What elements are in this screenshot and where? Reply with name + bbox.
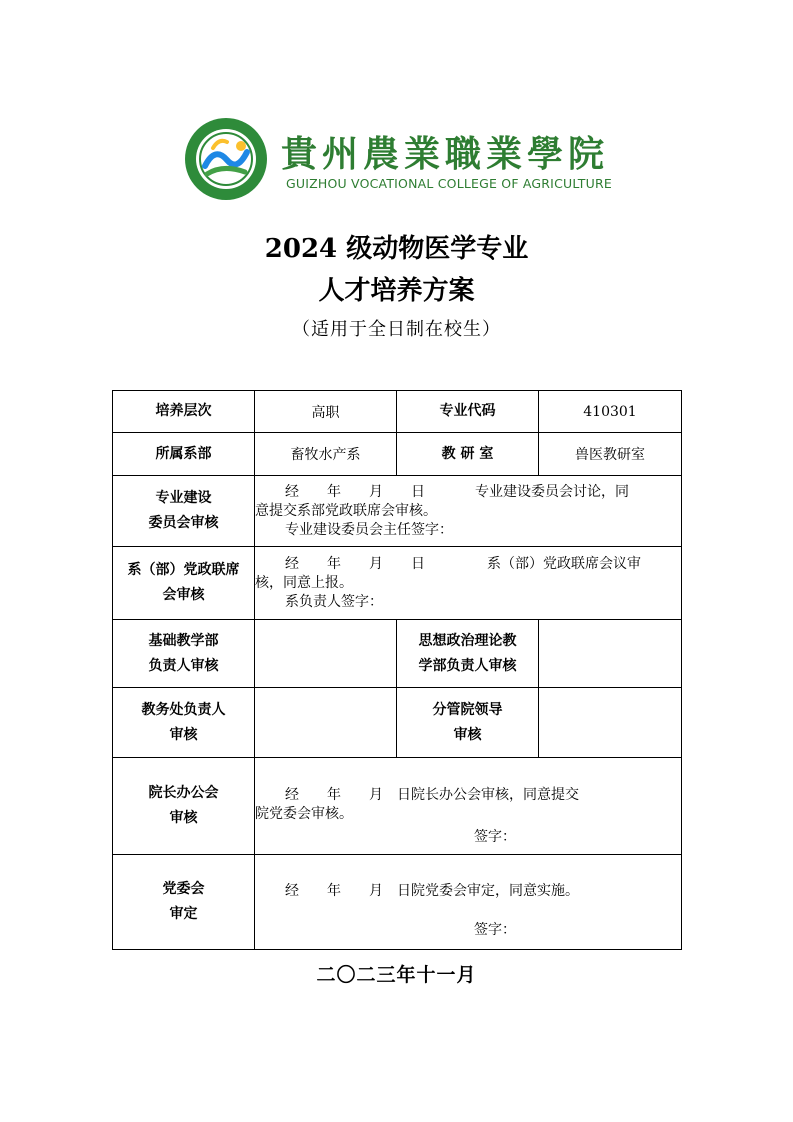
ideology-label-line1: 思想政治理论教	[418, 632, 517, 649]
leader-label-line2: 审核	[453, 726, 482, 743]
joint-sign: 系负责人签字：	[285, 593, 383, 610]
office-label: 教 研 室	[397, 433, 539, 476]
vice-president-signature-cell	[539, 688, 682, 758]
level-value: 高职	[255, 391, 397, 433]
office-value: 兽医教研室	[539, 433, 682, 476]
joint-text-1: 系（部）党政联席会议审	[487, 555, 641, 572]
president-sign: 签字：	[474, 828, 516, 845]
level-label: 培养层次	[113, 391, 255, 433]
committee-label-line2: 委员会审核	[148, 515, 219, 531]
code-label: 专业代码	[397, 391, 539, 433]
president-label-line2: 审核	[169, 810, 198, 826]
joint-label	[113, 547, 255, 620]
code-value: 410301	[539, 391, 682, 433]
party-text: 经 年 月 日院党委会审定，同意实施。	[285, 883, 579, 899]
approval-table	[112, 390, 682, 950]
table-row	[113, 855, 682, 950]
table-row	[113, 688, 682, 758]
party-committee-opinion	[255, 855, 682, 950]
president-label-line1: 院长办公会	[148, 785, 219, 801]
document-title-line1: 2024 级动物医学专业	[264, 234, 529, 264]
document-date: 二〇二三年十一月	[316, 964, 477, 986]
table-row	[113, 620, 682, 688]
committee-date: 经 年 月 日	[285, 483, 425, 500]
college-emblem-icon	[183, 116, 269, 202]
dept-value: 畜牧水产系	[255, 433, 397, 476]
basic-label-line2: 负责人审核	[148, 657, 219, 674]
committee-sign: 专业建设委员会主任签字：	[285, 521, 453, 538]
president-text-2: 院党委会审核。	[255, 805, 353, 822]
table-row	[113, 391, 682, 433]
vice-president-label	[397, 688, 539, 758]
president-office-label	[113, 758, 255, 855]
committee-label	[113, 476, 255, 547]
ideology-dept-label	[397, 620, 539, 688]
document-subtitle: （适用于全日制在校生）	[292, 319, 501, 340]
joint-text-2: 核，同意上报。	[255, 574, 353, 591]
party-committee-label	[113, 855, 255, 950]
affairs-label-line1: 教务处负责人	[141, 701, 226, 718]
table-row	[113, 758, 682, 855]
committee-label-line1: 专业建设	[155, 490, 212, 506]
ideology-label-line2: 学部负责人审核	[418, 657, 517, 674]
table-row	[113, 476, 682, 547]
joint-label-line1: 系（部）党政联席	[127, 562, 240, 578]
basic-label-line1: 基础教学部	[148, 632, 219, 649]
basic-dept-signature-cell	[255, 620, 397, 688]
party-sign: 签字：	[474, 922, 516, 938]
document-title-line2: 人才培养方案	[318, 276, 475, 306]
committee-opinion	[255, 476, 682, 547]
committee-text-2: 意提交系部党政联席会审核。	[255, 502, 437, 519]
joint-label-line2: 会审核	[162, 587, 205, 603]
party-label-line2: 审定	[169, 906, 198, 922]
president-office-opinion	[255, 758, 682, 855]
committee-text-1: 专业建设委员会讨论，同	[475, 483, 629, 500]
leader-label-line1: 分管院领导	[432, 701, 503, 718]
ideology-dept-signature-cell	[539, 620, 682, 688]
joint-date: 经 年 月 日	[285, 555, 425, 572]
table-row	[113, 433, 682, 476]
table-row	[113, 547, 682, 620]
dept-label: 所属系部	[113, 433, 255, 476]
president-text-1: 经 年 月 日院长办公会审核，同意提交	[285, 786, 579, 803]
academic-affairs-signature-cell	[255, 688, 397, 758]
college-logo	[183, 116, 612, 196]
school-name-cn: 貴州農業職業學院	[281, 133, 610, 175]
joint-opinion	[255, 547, 682, 620]
academic-affairs-label	[113, 688, 255, 758]
affairs-label-line2: 审核	[169, 726, 198, 743]
school-name-en: GUIZHOU VOCATIONAL COLLEGE OF AGRICULTURE	[286, 176, 612, 191]
party-label-line1: 党委会	[162, 881, 205, 897]
basic-dept-label	[113, 620, 255, 688]
